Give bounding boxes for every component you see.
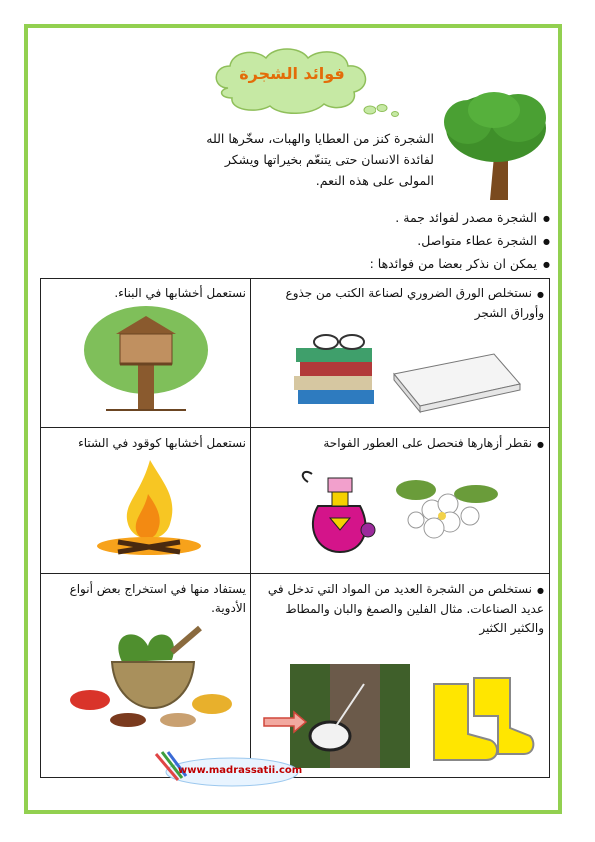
rubber-boots-image: [420, 676, 536, 766]
intro-paragraph: الشجرة كنز من العطايا والهبات، سخّرها الله لفائدة الانسان حتى يتنعّم بخيراتها ويشكر المولى على هذه النعم.: [206, 131, 434, 188]
herbs-spices-image: [68, 622, 238, 732]
bullet-item: ● الشجرة عطاء متواصل.: [300, 229, 550, 252]
jasmine-flowers-image: [386, 470, 506, 554]
books-image: [290, 330, 390, 416]
cloud-bubbles: [376, 100, 402, 120]
row3-right-text: ● نستخلص من الشجرة العديد من المواد التي تدخل في عديد الصناعات. مثال الفلين والصمغ والبان والمطاط والكثير الكثير: [258, 580, 544, 638]
row2-left-text: نستعمل أخشابها كوقود في الشتاء: [78, 436, 246, 450]
row1-right-text: ● نستخلص الورق الضروري لصناعة الكتب من جذوع وأوراق الشجر: [258, 284, 544, 323]
treehouse-image: [76, 300, 216, 416]
bullet-list: [300, 206, 550, 275]
campfire-image: [94, 454, 204, 562]
tree-illustration: [438, 88, 556, 206]
paper-stack-image: [384, 344, 524, 414]
page-title: فوائد الشجرة: [239, 64, 345, 83]
row1-left-text: نستعمل أخشابها في البناء.: [114, 286, 246, 300]
row2-right-text: ● نقطر أزهارها فنحصل على العطور الفواحة: [258, 434, 544, 454]
bullet-item: ● يمكن ان نذكر بعضا من فوائدها :: [300, 252, 550, 275]
row3-left-text: يستفاد منها في استخراج بعض أنواع الأدوية.: [69, 582, 246, 615]
title-cloud-shape: [208, 44, 376, 122]
bullet-item: ● الشجرة مصدر لفوائد جمة .: [300, 206, 550, 229]
site-url-text: www.madrassatii.com: [178, 765, 303, 776]
perfume-bottle-image: [296, 466, 382, 556]
